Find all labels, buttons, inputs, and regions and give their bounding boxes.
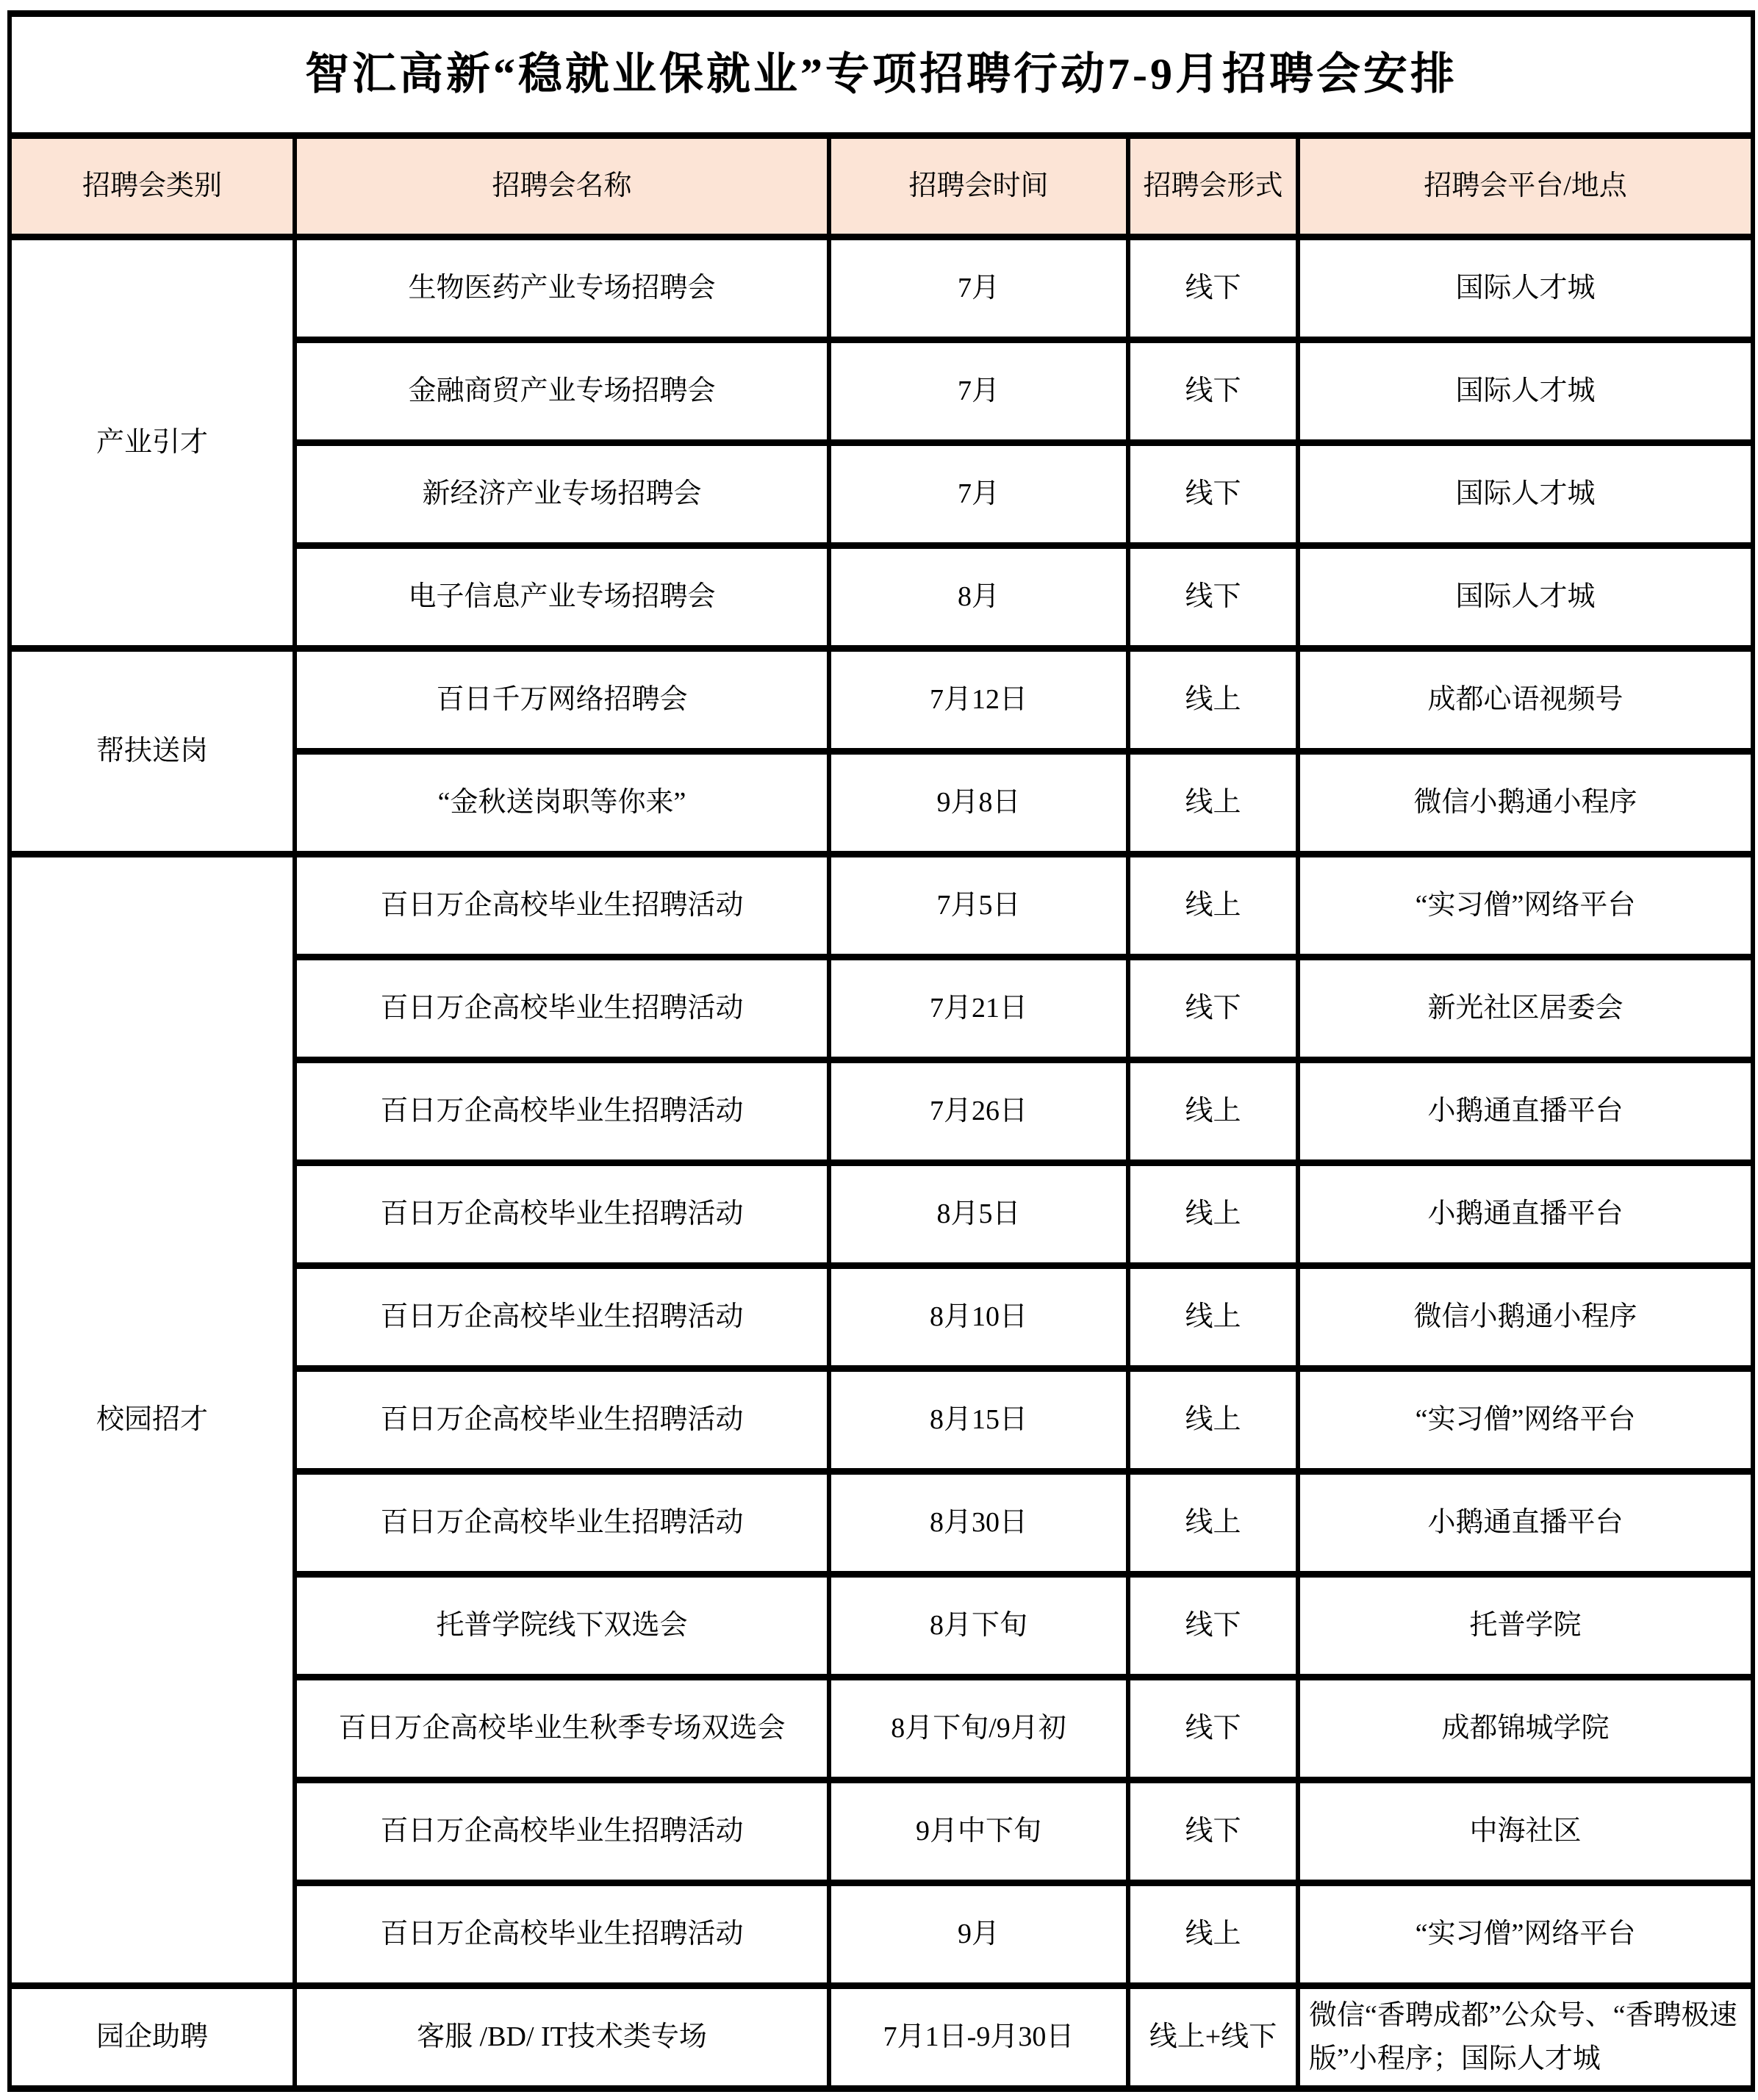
fair-time-cell: 8月5日 <box>829 1163 1128 1266</box>
fair-name-cell: 百日万企高校毕业生招聘活动 <box>295 1780 829 1883</box>
fair-name-cell: 百日万企高校毕业生秋季专场双选会 <box>295 1678 829 1780</box>
column-header-row <box>10 136 1753 237</box>
fair-format-cell: 线下 <box>1128 443 1298 546</box>
fair-format-cell: 线上 <box>1128 855 1298 957</box>
fair-name-cell: 百日万企高校毕业生招聘活动 <box>295 1266 829 1369</box>
fair-platform-cell: 成都锦城学院 <box>1298 1678 1753 1780</box>
fair-name-cell: 百日万企高校毕业生招聘活动 <box>295 957 829 1060</box>
fair-platform-cell: 托普学院 <box>1298 1575 1753 1678</box>
category-cell: 园企助聘 <box>10 1986 295 2089</box>
fair-name-cell: 新经济产业专场招聘会 <box>295 443 829 546</box>
fair-format-cell: 线上 <box>1128 752 1298 855</box>
column-header-time: 招聘会时间 <box>829 136 1128 237</box>
table-row <box>10 855 1753 957</box>
column-header-category: 招聘会类别 <box>10 136 295 237</box>
fair-time-cell: 9月8日 <box>829 752 1128 855</box>
fair-platform-cell: “实习僧”网络平台 <box>1298 855 1753 957</box>
fair-platform-cell: 微信小鹅通小程序 <box>1298 1266 1753 1369</box>
fair-platform-cell: 国际人才城 <box>1298 340 1753 443</box>
job-fair-schedule-table <box>7 10 1755 2092</box>
column-header-name: 招聘会名称 <box>295 136 829 237</box>
page-title: 智汇高新“稳就业保就业”专项招聘行动7-9月招聘会安排 <box>10 14 1753 136</box>
fair-format-cell: 线上 <box>1128 649 1298 752</box>
fair-format-cell: 线上 <box>1128 1883 1298 1986</box>
fair-format-cell: 线下 <box>1128 1780 1298 1883</box>
table-row <box>10 649 1753 752</box>
fair-name-cell: 百日千万网络招聘会 <box>295 649 829 752</box>
fair-format-cell: 线上 <box>1128 1163 1298 1266</box>
fair-name-cell: 百日万企高校毕业生招聘活动 <box>295 1472 829 1575</box>
fair-time-cell: 7月 <box>829 340 1128 443</box>
fair-platform-cell: 国际人才城 <box>1298 237 1753 340</box>
fair-platform-cell: “实习僧”网络平台 <box>1298 1883 1753 1986</box>
fair-time-cell: 8月10日 <box>829 1266 1128 1369</box>
fair-platform-cell: 小鹅通直播平台 <box>1298 1472 1753 1575</box>
fair-platform-cell: 成都心语视频号 <box>1298 649 1753 752</box>
fair-platform-cell: 小鹅通直播平台 <box>1298 1060 1753 1163</box>
fair-time-cell: 7月21日 <box>829 957 1128 1060</box>
column-header-format: 招聘会形式 <box>1128 136 1298 237</box>
fair-time-cell: 8月 <box>829 546 1128 649</box>
fair-platform-cell: 国际人才城 <box>1298 546 1753 649</box>
fair-format-cell: 线上 <box>1128 1060 1298 1163</box>
table-row <box>10 1986 1753 2089</box>
fair-time-cell: 8月下旬/9月初 <box>829 1678 1128 1780</box>
fair-time-cell: 7月 <box>829 443 1128 546</box>
fair-format-cell: 线上 <box>1128 1369 1298 1472</box>
fair-time-cell: 8月15日 <box>829 1369 1128 1472</box>
fair-format-cell: 线上 <box>1128 1266 1298 1369</box>
fair-format-cell: 线上+线下 <box>1128 1986 1298 2089</box>
title-row <box>10 14 1753 136</box>
fair-format-cell: 线上 <box>1128 1472 1298 1575</box>
category-cell: 校园招才 <box>10 855 295 1986</box>
fair-time-cell: 8月下旬 <box>829 1575 1128 1678</box>
fair-name-cell: 托普学院线下双选会 <box>295 1575 829 1678</box>
fair-platform-cell: “实习僧”网络平台 <box>1298 1369 1753 1472</box>
fair-name-cell: 客服 /BD/ IT技术类专场 <box>295 1986 829 2089</box>
category-cell: 产业引才 <box>10 237 295 649</box>
fair-name-cell: 电子信息产业专场招聘会 <box>295 546 829 649</box>
fair-format-cell: 线下 <box>1128 957 1298 1060</box>
fair-name-cell: 百日万企高校毕业生招聘活动 <box>295 1163 829 1266</box>
fair-format-cell: 线下 <box>1128 1575 1298 1678</box>
fair-platform-cell: 小鹅通直播平台 <box>1298 1163 1753 1266</box>
fair-time-cell: 8月30日 <box>829 1472 1128 1575</box>
table-row <box>10 237 1753 340</box>
fair-name-cell: 百日万企高校毕业生招聘活动 <box>295 1060 829 1163</box>
fair-name-cell: 金融商贸产业专场招聘会 <box>295 340 829 443</box>
fair-name-cell: 生物医药产业专场招聘会 <box>295 237 829 340</box>
fair-platform-cell: 微信“香聘成都”公众号、“香聘极速版”小程序；国际人才城 <box>1298 1986 1753 2089</box>
fair-time-cell: 7月5日 <box>829 855 1128 957</box>
fair-format-cell: 线下 <box>1128 1678 1298 1780</box>
fair-time-cell: 7月12日 <box>829 649 1128 752</box>
fair-time-cell: 9月中下旬 <box>829 1780 1128 1883</box>
fair-platform-cell: 中海社区 <box>1298 1780 1753 1883</box>
fair-format-cell: 线下 <box>1128 546 1298 649</box>
fair-name-cell: 百日万企高校毕业生招聘活动 <box>295 855 829 957</box>
fair-name-cell: 百日万企高校毕业生招聘活动 <box>295 1883 829 1986</box>
fair-time-cell: 9月 <box>829 1883 1128 1986</box>
fair-time-cell: 7月 <box>829 237 1128 340</box>
fair-platform-cell: 国际人才城 <box>1298 443 1753 546</box>
category-cell: 帮扶送岗 <box>10 649 295 855</box>
fair-name-cell: 百日万企高校毕业生招聘活动 <box>295 1369 829 1472</box>
fair-platform-cell: 微信小鹅通小程序 <box>1298 752 1753 855</box>
column-header-platform: 招聘会平台/地点 <box>1298 136 1753 237</box>
fair-time-cell: 7月1日-9月30日 <box>829 1986 1128 2089</box>
schedule-table-body <box>10 237 1753 2089</box>
fair-time-cell: 7月26日 <box>829 1060 1128 1163</box>
fair-format-cell: 线下 <box>1128 237 1298 340</box>
fair-name-cell: “金秋送岗职等你来” <box>295 752 829 855</box>
fair-format-cell: 线下 <box>1128 340 1298 443</box>
fair-platform-cell: 新光社区居委会 <box>1298 957 1753 1060</box>
